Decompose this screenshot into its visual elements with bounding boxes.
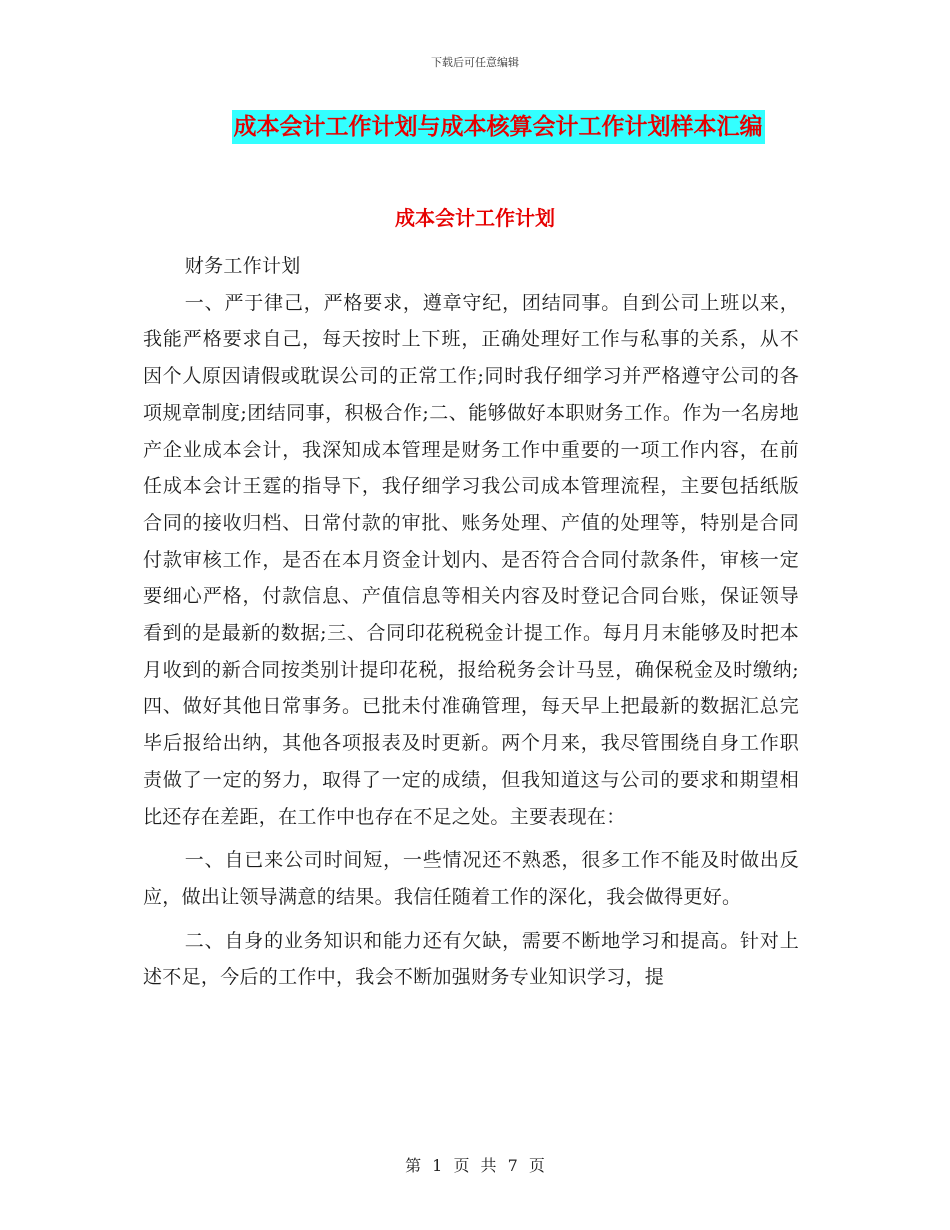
paragraph: 一、严于律己，严格要求，遵章守纪，团结同事。自到公司上班以来，我能严格要求自己，每天按时上下班，正确处理好工作与私事的关系，从不因个人原因请假或耽误公司的正常工作;同时我仔细学习并严格遵守公司的各项规章制度;团结同事，积极合作;二、能够做好本职财务工作。作为一名房地产企业成本会计，我深知成本管理是财务工作中重要的一项工作内容，在前任成本会计王霆的指导下，我仔细学习我公司成本管理流程，主要包括纸版合同的接收归档、日常付款的审批、账务处理、产值的处理等，特别是合同付款审核工作，是否在本月资金计划内、是否符合合同付款条件，审核一定要细心严格，付款信息、产值信息等相关内容及时登记合同台账，保证领导看到的是最新的数据;三、合同印花税税金计提工作。每月月末能够及时把本月收到的新合同按类别计提印花税，报给税务会计马昱，确保税金及时缴纳;四、做好其他日常事务。已批未付准确管理，每天早上把最新的数据汇总完毕后报给出纳，其他各项报表及时更新。两个月来，我尽管围绕自身工作职责做了一定的努力，取得了一定的成绩，但我知道这与公司的要求和期望相比还存在差距，在工作中也存在不足之处。主要表现在： (143, 291, 799, 828)
document-body (143, 248, 799, 996)
paragraph-heading: 财务工作计划 (184, 255, 301, 277)
page-number: 第 1 页 共 7 页 (405, 1156, 545, 1175)
paragraph: 一、自已来公司时间短，一些情况还不熟悉，很多工作不能及时做出反应，做出让领导满意的结果。我信任随着工作的深化，我会做得更好。 (143, 849, 799, 908)
main-title-container (195, 110, 801, 144)
paragraph: 二、自身的业务知识和能力还有欠缺，需要不断地学习和提高。针对上述不足，今后的工作中，我会不断加强财务专业知识学习，提 (143, 929, 799, 989)
header-note: 下载后可任意编辑 (431, 56, 519, 69)
main-title: 成本会计工作计划与成本核算会计工作计划样本汇编 (232, 110, 765, 144)
section-title: 成本会计工作计划 (395, 206, 555, 230)
